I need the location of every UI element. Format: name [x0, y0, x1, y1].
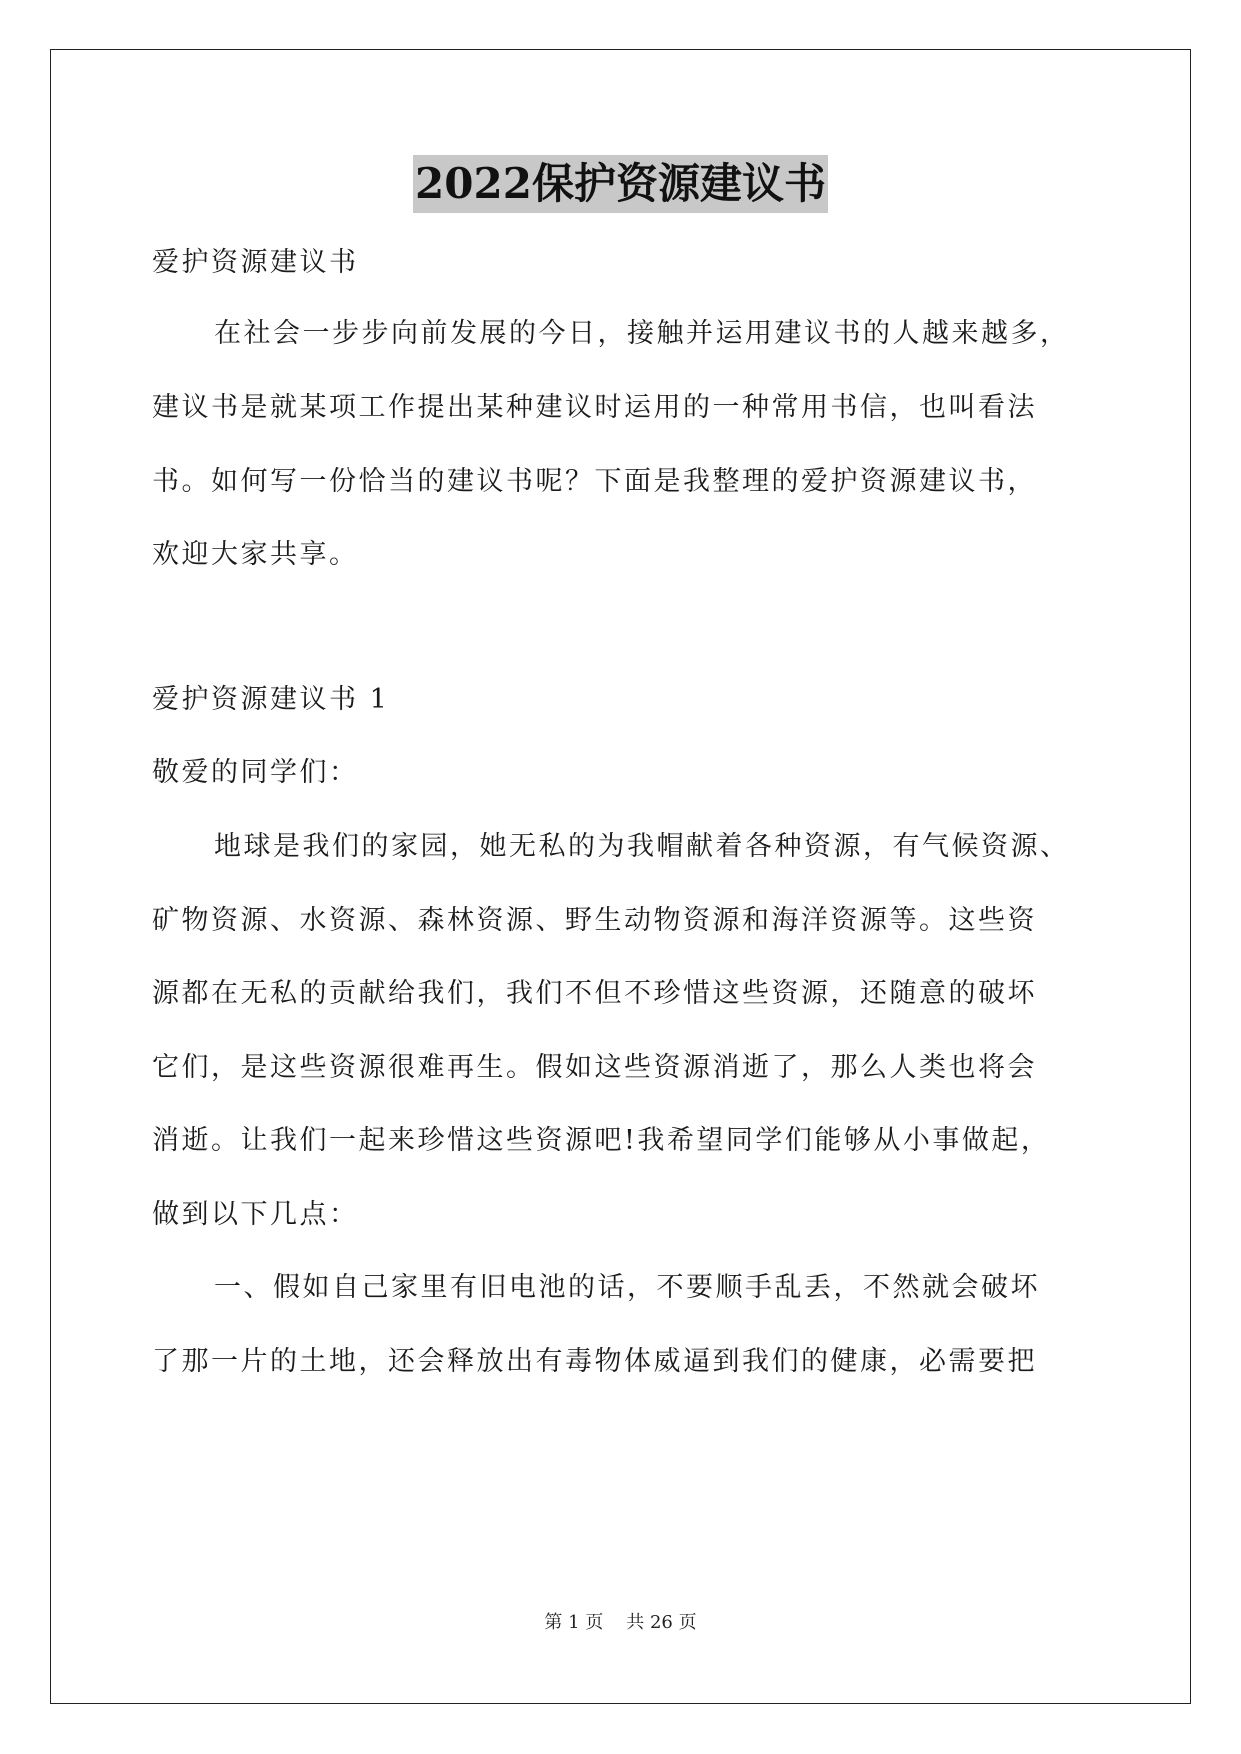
page-border [50, 49, 1191, 1704]
paragraph-line: 了那一片的土地，还会释放出有毒物体威逼到我们的健康，必需要把 [152, 1346, 1037, 1377]
paragraph-line: 建议书是就某项工作提出某种建议时运用的一种常用书信，也叫看法 [152, 392, 1037, 423]
salutation-line: 敬爱的同学们： [152, 757, 359, 788]
paragraph-line: 在社会一步步向前发展的今日，接触并运用建议书的人越来越多， [214, 318, 1070, 349]
paragraph-line: 矿物资源、水资源、森林资源、野生动物资源和海洋资源等。这些资 [152, 905, 1037, 936]
document-title: 2022保护资源建议书 [413, 155, 828, 213]
paragraph-line: 源都在无私的贡献给我们，我们不但不珍惜这些资源，还随意的破坏 [152, 978, 1037, 1009]
page-footer [0, 1611, 1241, 1635]
paragraph-line: 欢迎大家共享。 [152, 539, 359, 570]
paragraph-line: 做到以下几点： [152, 1199, 359, 1230]
page-total: 共 26 页 [626, 1612, 697, 1633]
paragraph-line: 它们，是这些资源很难再生。假如这些资源消逝了，那么人类也将会 [152, 1052, 1037, 1083]
subtitle-line: 爱护资源建议书 [152, 247, 359, 278]
section-heading: 爱护资源建议书 1 [152, 684, 390, 715]
title-container [0, 155, 1241, 213]
paragraph-line: 一、假如自己家里有旧电池的话，不要顺手乱丢，不然就会破坏 [214, 1272, 1040, 1303]
page-number: 第 1 页 [544, 1612, 604, 1633]
paragraph-line: 消逝。让我们一起来珍惜这些资源吧!我希望同学们能够从小事做起， [152, 1125, 1051, 1156]
paragraph-line: 地球是我们的家园，她无私的为我帽献着各种资源，有气候资源、 [214, 831, 1070, 862]
paragraph-line: 书。如何写一份恰当的建议书呢？下面是我整理的爱护资源建议书， [152, 466, 1037, 497]
